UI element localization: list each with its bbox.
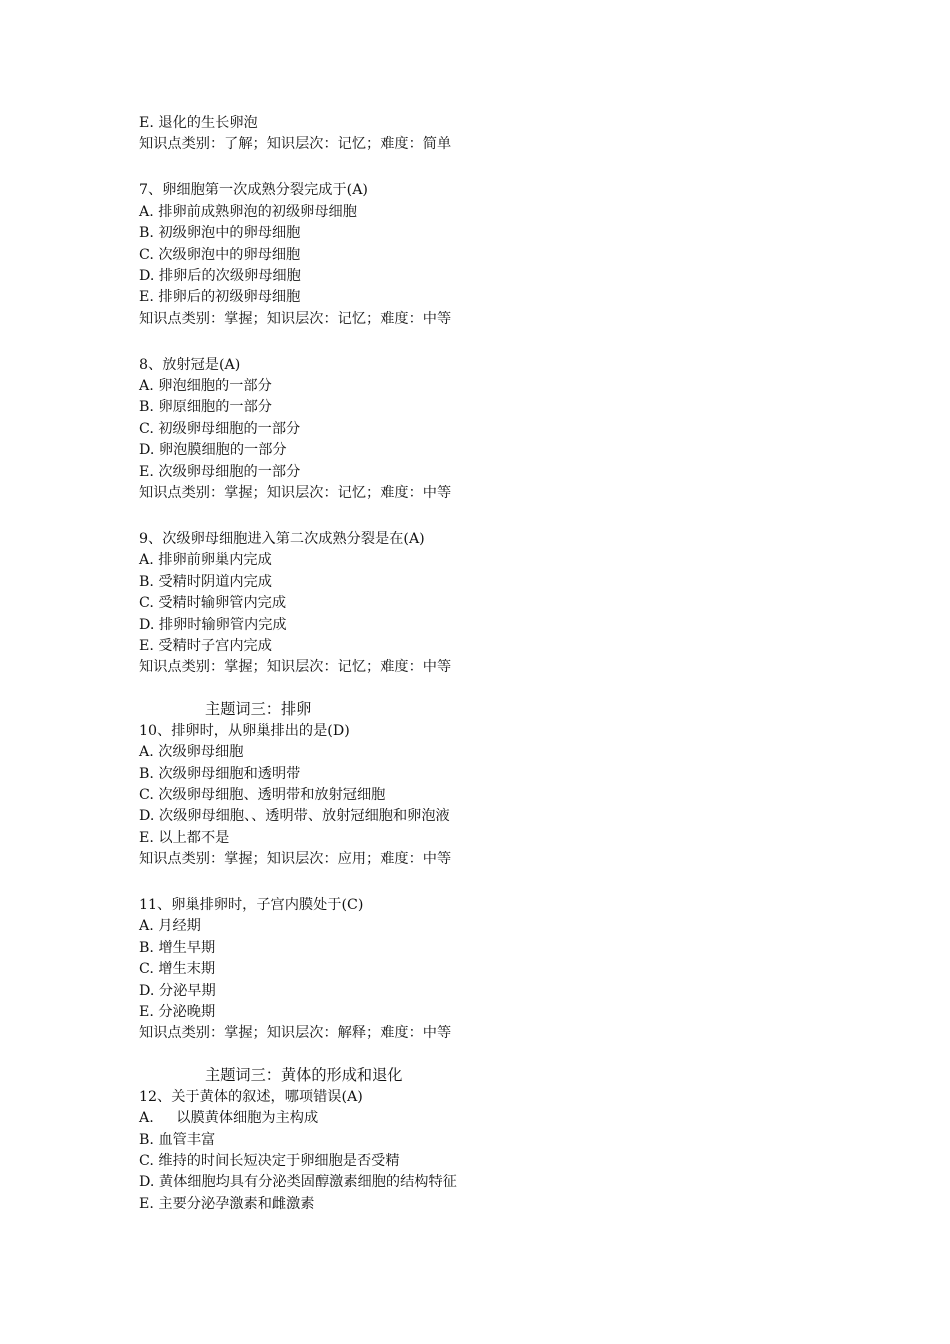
question-stem: 9、次级卵母细胞进入第二次成熟分裂是在(A) [139,531,425,548]
question-stem: 8、放射冠是(A) [139,356,241,373]
option-line: D. 卵泡膜细胞的一部分 [139,442,287,459]
section-heading: 主题词三：黄体的形成和退化 [205,1065,403,1084]
option-line: E. 分泌晚期 [139,1004,216,1021]
option-line: C. 初级卵母细胞的一部分 [139,420,301,437]
option-line: A. 排卵前卵巢内完成 [139,552,272,569]
question-block [139,355,899,505]
option-line: D. 分泌早期 [139,982,216,999]
option-line: E. 排卵后的初级卵母细胞 [139,289,301,306]
option-line: B. 次级卵母细胞和透明带 [139,765,301,782]
option-line: C. 受精时输卵管内完成 [139,595,287,612]
option-line: A. 卵泡细胞的一部分 [139,378,272,395]
question-stem: 7、卵细胞第一次成熟分裂完成于(A) [139,182,368,199]
option-line: C. 维持的时间长短决定于卵细胞是否受精 [139,1153,400,1169]
option-line: D. 黄体细胞均具有分泌类固醇激素细胞的结构特征 [139,1174,457,1191]
option-line: E. 受精时子宫内完成 [139,637,272,654]
option-line: E. 以上都不是 [139,829,230,846]
option-line: C. 增生末期 [139,961,216,978]
option-line: B. 受精时阴道内完成 [139,573,272,590]
option-line: E. 次级卵母细胞的一部分 [139,463,301,480]
knowledge-meta: 知识点类别：掌握；知识层次：应用；难度：中等 [139,851,452,868]
option-line: D. 排卵后的次级卵母细胞 [139,267,301,284]
option-line: B. 初级卵泡中的卵母细胞 [139,225,301,242]
option-line: E. 主要分泌孕激素和雌激素 [139,1195,315,1212]
option-line: B. 增生早期 [139,939,216,956]
option-line: A. 以膜黄体细胞为主构成 [139,1110,319,1127]
question-block [139,180,899,330]
option-line: B. 血管丰富 [139,1131,216,1148]
knowledge-meta: 知识点类别：掌握；知识层次：记忆；难度：中等 [139,485,452,502]
option-line: A. 排卵前成熟卵泡的初级卵母细胞 [139,203,357,220]
question-block [139,1087,899,1215]
question-stem: 10、排卵时，从卵巢排出的是(D) [139,722,350,739]
document-page [139,113,899,1215]
knowledge-meta: 知识点类别：了解；知识层次：记忆；难度：简单 [139,136,452,153]
option-line: C. 次级卵母细胞、透明带和放射冠细胞 [139,786,386,803]
option-line: A. 次级卵母细胞 [139,744,244,761]
question-stem: 12、关于黄体的叙述，哪项错误(A) [139,1088,363,1105]
knowledge-meta: 知识点类别：掌握；知识层次：解释；难度：中等 [139,1025,452,1042]
option-line: D. 排卵时输卵管内完成 [139,616,287,633]
option-line: C. 次级卵泡中的卵母细胞 [139,246,301,263]
knowledge-meta: 知识点类别：掌握；知识层次：记忆；难度：中等 [139,310,452,327]
option-line: D. 次级卵母细胞、、透明带、放射冠细胞和卵泡液 [139,808,450,825]
option-line: A. 月经期 [139,918,201,935]
option-line: B. 卵原细胞的一部分 [139,399,272,416]
question-block [139,721,899,871]
knowledge-meta: 知识点类别：掌握；知识层次：记忆；难度：中等 [139,659,452,676]
question-stem: 11、卵巢排卵时，子宫内膜处于(C) [139,897,364,914]
section-heading: 主题词三：排卵 [205,699,312,718]
question-block [139,113,899,156]
option-line: E. 退化的生长卵泡 [139,115,258,131]
question-block [139,529,899,679]
question-block [139,895,899,1045]
